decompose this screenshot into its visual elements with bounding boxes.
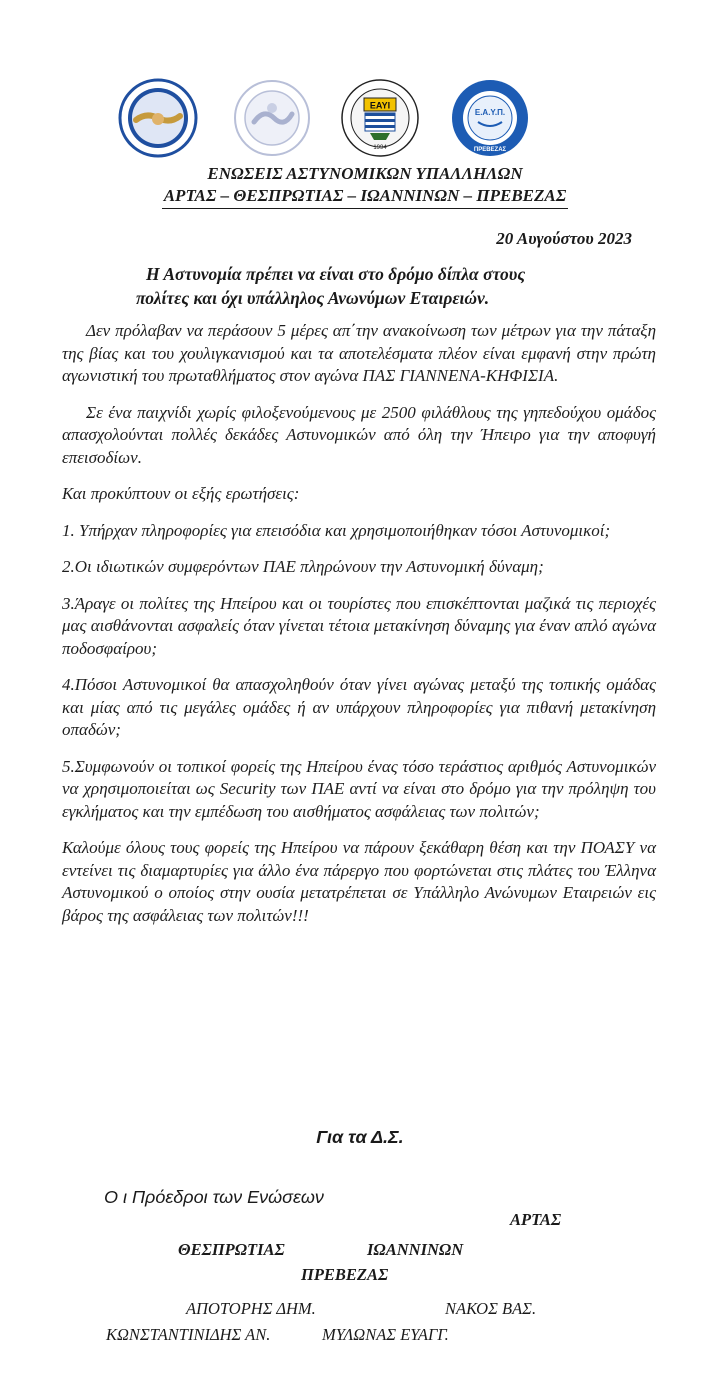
question-1: 1. Υπήρχαν πληροφορίες για επεισόδια και χρησιμοποιήθηκαν τόσοι Αστυνομικοί; xyxy=(62,520,611,540)
paragraph-intro: Δεν πρόλαβαν να περάσουν 5 μέρες απ΄την ανακοίνωση των μέτρων για την πάταξη της βίας και του χουλιγκανισμού και τα αποτελέσματα πλέον είναι εμφανή στην πρώτη αγωνιστική του πρωταθλήματος στον αγώνα ΠΑΣ ΓΙΑΝΝΕΝΑ-ΚΗΦΙΣΙΑ. xyxy=(62,321,656,385)
region-arta: ΑΡΤΑΣ xyxy=(510,1210,562,1229)
paragraph-call-to-action: Καλούμε όλους τους φορείς της Ηπείρου να πάρουν ξεκάθαρη θέση και την ΠΟΑΣΥ να εντείνει τις διαμαρτυρίες για άλλο ένα πάρεργο που φορτώνεται στις πλάτες του Έλληνα Αστυνομικού ο οποίος στην ουσία μετατρέπεται σε Υπάλληλο Ανώνυμων Εταιρειών εις βάρος της ασφάλειας των πολιτών!!! xyxy=(62,838,656,925)
union-thesprotia-logo-icon xyxy=(232,78,312,158)
paragraph-match: Σε ένα παιχνίδι χωρίς φιλοξενούμενους με 2500 φιλάθλους της γηπεδούχου ομάδος απασχολούνται πολλές δεκάδες Αστυνομικών από όλη την Ήπειρο για την αποφυγή επεισοδίων. xyxy=(62,402,656,467)
question-4: 4.Πόσοι Αστυνομικοί θα απασχοληθούν όταν γίνει αγώνας μεταξύ της τοπικής ομάδας και μίας από τις μεγάλες ομάδες ή αν υπάρχουν πληροφορίες για πιθανή μετακίνηση οπαδών; xyxy=(62,675,656,739)
eayi-logo-year: 1994 xyxy=(373,145,387,151)
headline xyxy=(110,262,630,310)
union-arta-logo-icon xyxy=(118,78,198,158)
signature-preveza: ΜΥΛΩΝΑΣ ΕΥΑΓΓ. xyxy=(322,1325,449,1344)
question-5: 5.Συμφωνούν οι τοπικοί φορείς της Ηπείρου ένας τόσο τεράστιος αριθμός Αστυνομικών να χρησιμοποιείται ως Security των ΠΑΕ αντί να είναι στο δρόμο για την πρόληψη του εγκλήματος και την εμπέδωση του αισθήματος ασφάλειας των πολιτών; xyxy=(62,756,656,821)
preveza-logo-text: Ε.Α.Υ.Π. xyxy=(474,108,506,117)
headline-line-1: Η Αστυνομία πρέπει να είναι στο δρόμο δίπλα στους xyxy=(146,264,526,284)
union-preveza-logo-icon xyxy=(450,78,530,158)
paragraph-questions-intro: Και προκύπτουν οι εξής ερωτήσεις: xyxy=(62,484,300,503)
region-ioannina: ΙΩΑΝΝΙΝΩΝ xyxy=(367,1240,464,1259)
signature-thesprotia: ΝΑΚΟΣ ΒΑΣ. xyxy=(445,1299,537,1318)
headline-line-2: πολίτες και όχι υπάλληλος Ανωνύμων Εταιρειών. xyxy=(136,288,490,308)
document-header xyxy=(0,163,720,209)
signature-ioannina: ΚΩΝΣΤΑΝΤΙΝΙΔΗΣ ΑΝ. xyxy=(106,1325,271,1344)
eayi-logo-text: ΕΑΥΙ xyxy=(369,100,391,111)
document-body xyxy=(62,320,656,941)
signoff: Για τα Δ.Σ. xyxy=(316,1127,404,1147)
presidents-label: Ο ι Πρόεδροι των Ενώσεων xyxy=(104,1187,324,1207)
region-thesprotia: ΘΕΣΠΡΩΤΙΑΣ xyxy=(178,1240,285,1259)
logos-row xyxy=(0,78,720,158)
header-title: ΕΝΩΣΕΙΣ ΑΣΤΥΝΟΜΙΚΩΝ ΥΠΑΛΛΗΛΩΝ xyxy=(207,164,523,183)
question-3: 3.Άραγε οι πολίτες της Ηπείρου και οι τουρίστες που επισκέπτονται μαζικά τις περιοχές μας αισθάνονται ασφαλείς όταν γίνεται τέτοια μετακίνηση δύναμης για έναν απλό αγώνα ποδοσφαίρου; xyxy=(62,593,656,658)
region-preveza: ΠΡΕΒΕΖΑΣ xyxy=(301,1265,389,1284)
document-date: 20 Αυγούστου 2023 xyxy=(496,229,632,248)
eayi-ioannina-logo-icon xyxy=(340,78,420,158)
question-2: 2.Οι ιδιωτικών συμφερόντων ΠΑΕ πληρώνουν την Αστυνομική δύναμη; xyxy=(62,557,544,576)
preveza-logo-bottom: ΠΡΕΒΕΖΑΣ xyxy=(473,147,507,153)
header-regions: ΑΡΤΑΣ – ΘΕΣΠΡΩΤΙΑΣ – ΙΩΑΝΝΙΝΩΝ – ΠΡΕΒΕΖΑΣ xyxy=(162,185,569,209)
signature-arta: ΑΠΟΤΟΡΗΣ ΔΗΜ. xyxy=(186,1299,316,1318)
